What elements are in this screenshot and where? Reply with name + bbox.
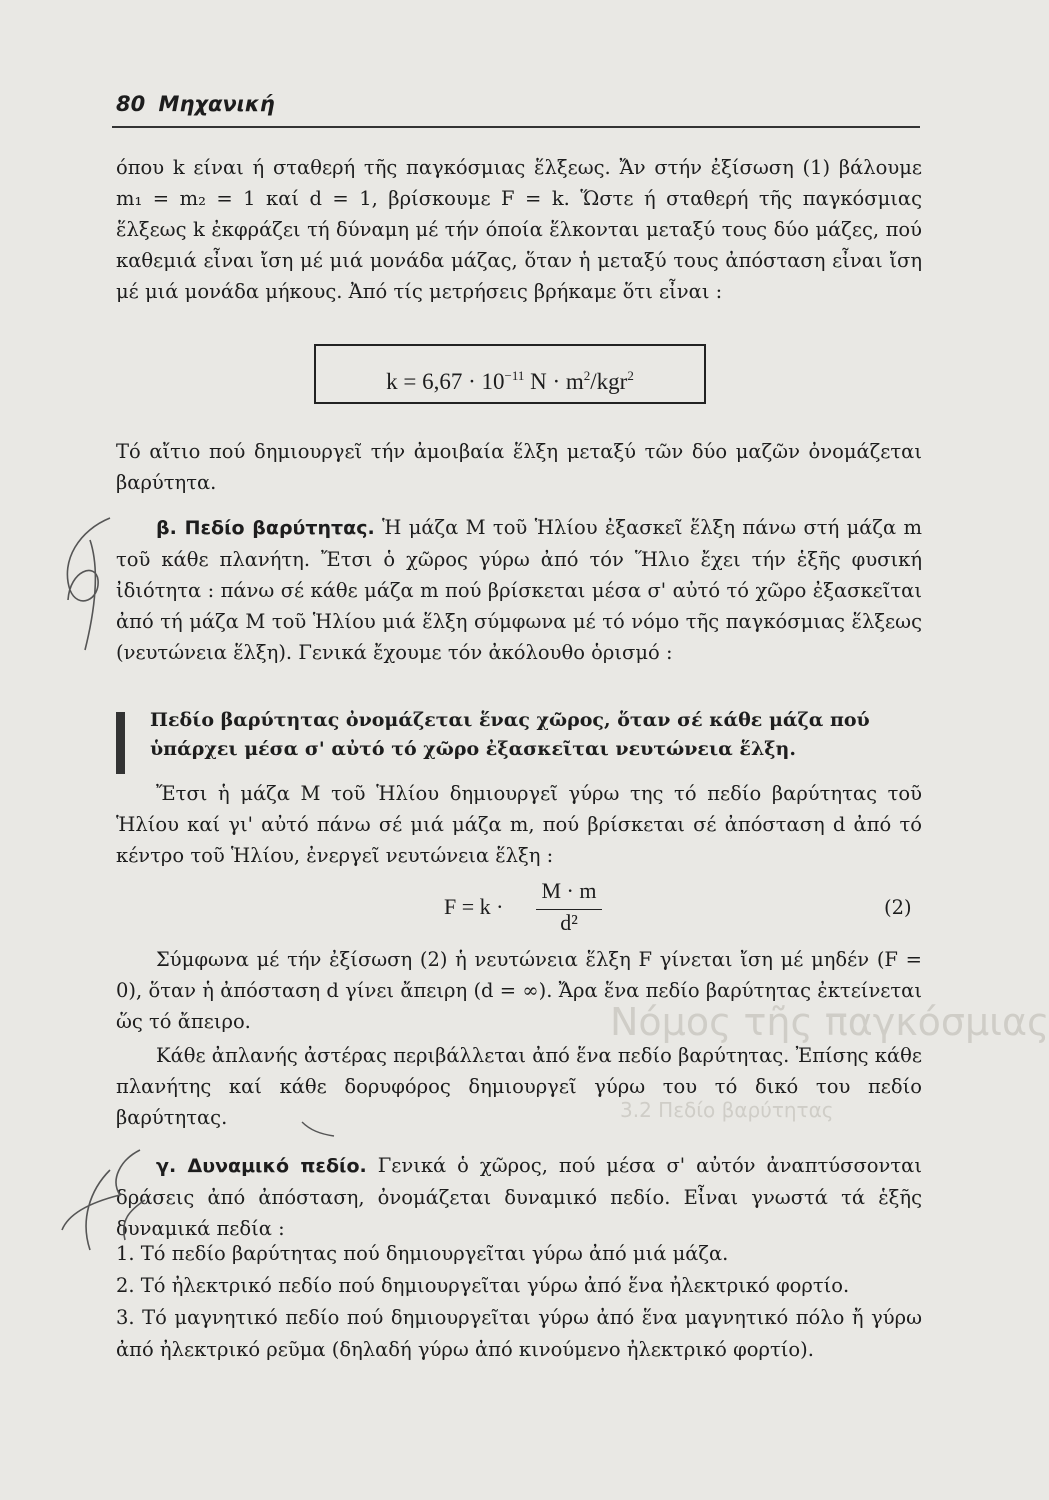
equation-number: (2) [884,896,912,919]
header-rule [112,126,920,128]
section-potential-field [116,1150,922,1244]
equation-lhs: F = k · [444,894,504,919]
formula-exp1: −11 [504,368,525,383]
equation-numerator: M · m [541,878,597,903]
equation-denominator: d² [560,910,578,935]
list-item: 2. Τό ἠλεκτρικό πεδίο πού δημιουργεῖται γύρω ἀπό ἕνα ἠλεκτρικό φορτίο. [116,1274,850,1297]
handwritten-annotation-mark [50,1140,160,1260]
paragraph-gravity-cause: Τό αἴτιο πού δημιουργεῖ τήν ἀμοιβαία ἕλξη μεταξύ τῶν δύο μαζῶν ὀνομάζεται βαρύτητα. [116,440,922,494]
list-item: 3. Τό μαγνητικό πεδίο πού δημιουργεῖται γύρω ἀπό ἕνα μαγνητικό πόλο ἤ γύρω ἀπό ἠλεκτρικό ρεῦμα (δηλαδή γύρω ἀπό κινούμενο ἠλεκτρικό φορτίο). [116,1306,922,1361]
gravitational-constant-box [314,344,706,404]
running-title: Μηχανική [158,92,275,116]
section-text-gravity-field: Ἡ μάζα Μ τοῦ Ἡλίου ἐξασκεῖ ἕλξη πάνω στή μάζα m τοῦ κάθε πλανήτη. Ἔτσι ὁ χῶρος γύρω ἀπό τόν Ἥλιο ἔχει τήν ἑξῆς φυσική ἰδιότητα : πάνω σέ κάθε μάζα m πού βρίσκεται μέσα σ' αὐτό τό χῶρο ἐξασκεῖται ἀπό τή μάζα Μ τοῦ Ἡλίου μιά ἕλξη σύμφωνα μέ τό νόμο τῆς παγκόσμιας ἕλξεως (νευτώνεια ἕλξη). Γενικά ἔχουμε τόν ἀκόλουθο ὁρισμό : [116,516,922,664]
bleed-through-subtitle: 3.2 Πεδίο βαρύτητας [620,1098,834,1122]
formula-mid: N · m [524,369,584,394]
paragraph-sun-field: Ἔτσι ἡ μάζα Μ τοῦ Ἡλίου δημιουργεῖ γύρω της τό πεδίο βαρύτητας τοῦ Ἡλίου καί γι' αὐτό πάνω σέ μιά μάζα m, πού βρίσκεται σέ ἀπόσταση d ἀπό τό κέντρο τοῦ Ἡλίου, ἐνεργεῖ νευτώνεια ἕλξη : [116,782,922,867]
handwritten-annotation-mark [298,1118,338,1142]
formula-lhs: k = 6,67 · 10 [386,369,505,394]
page-header [116,92,275,116]
section-gravity-field [116,512,922,668]
section-heading-potential-field: γ. Δυναμικό πεδίο. [156,1155,367,1177]
page-number: 80 [116,92,146,116]
paragraph-constant: όπου k είναι ή σταθερή τῆς παγκόσμιας ἕλξεως. Ἄν στήν ἐξίσωση (1) βάλουμε m₁ = m₂ = 1 καί d = 1, βρίσκουμε F = k. Ὥστε ή σταθερή τῆς παγκόσμιας ἕλξεως k ἐκφράζει τή δύναμη μέ τήν όποία ἕλκονται μεταξύ τους δύο μάζες, πού καθεμιά εἶναι ἴση μέ μιά μονάδα μάζας, ὅταν ἡ μεταξύ τους ἀπόσταση εἶναι ἴση μέ μιά μονάδα μήκους. Ἀπό τίς μετρήσεις βρήκαμε ὅτι εἶναι : [116,156,922,303]
list-item: 1. Τό πεδίο βαρύτητας πού δημιουργεῖται γύρω ἀπό μιά μάζα. [116,1242,729,1265]
section-text-potential-field: Γενικά ὁ χῶρος, πού μέσα σ' αὐτόν ἀναπτύσσονται δράσεις ἀπό ἀπόσταση, ὀνομάζεται δυναμικό πεδίο. Εἶναι γνωστά τά ἑξῆς δυναμικά πεδία : [116,1154,922,1240]
definition-marker [116,712,125,774]
formula-exp3: 2 [627,368,634,383]
field-list [116,1238,922,1366]
paragraph-infinite-range: Σύμφωνα μέ τήν ἐξίσωση (2) ἡ νευτώνεια ἕλξη F γίνεται ἴση μέ μηδέν (F = 0), ὅταν ἡ ἀπόσταση d γίνει ἄπειρη (d = ∞). Ἄρα ἕνα πεδίο βαρύτητας ἐκτείνεται ὥς τό ἄπειρο. [116,948,922,1033]
section-heading-gravity-field: β. Πεδίο βαρύτητας. [156,517,375,539]
definition-gravity-field: Πεδίο βαρύτητας ὀνομάζεται ἕνας χῶρος, ὅταν σέ κάθε μάζα πού ὑπάρχει μέσα σ' αὐτό τό χῶρο ἐξασκεῖται νευτώνεια ἕλξη. [150,709,870,760]
paragraph-stars: Κάθε ἀπλανής ἀστέρας περιβάλλεται ἀπό ἕνα πεδίο βαρύτητας. Ἐπίσης κάθε πλανήτης καί κάθε δορυφόρος δημιουργεῖ γύρω του τό δικό του πεδίο βαρύτητας. [116,1044,922,1129]
bleed-through-title: Νόμος τῆς παγκόσμιας [610,1000,1049,1044]
handwritten-annotation-mark [40,500,130,660]
formula-div: /kgr [590,369,628,394]
formula-exp2: 2 [583,368,591,383]
